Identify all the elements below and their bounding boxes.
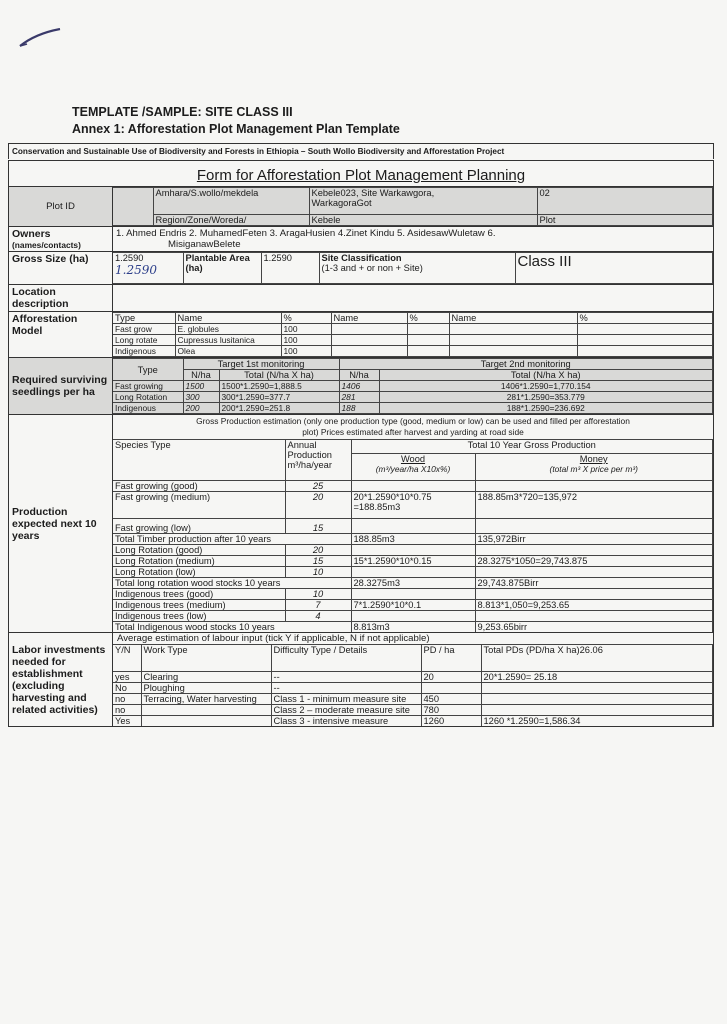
- project-title: Conservation and Sustainable Use of Biodiversity and Forests in Ethiopia – South Wollo Biodiversity and Afforestation Project: [8, 143, 714, 159]
- target-2-header: Target 2nd monitoring: [339, 359, 712, 370]
- seedlings-row: [9, 358, 714, 415]
- labor-note: Average estimation of labour input (tick Y if applicable, N if not applicable): [117, 633, 430, 644]
- gross-size-value: 1.2590: [115, 253, 144, 263]
- production-row: [9, 415, 714, 633]
- model-row: [9, 312, 714, 358]
- table-row: Indigenous trees (medium) 7 7*1.2590*10*0.1 8.813*1,050=9,253.65: [113, 600, 713, 611]
- model-header-name: Name: [331, 313, 407, 324]
- table-row: Long Rotation 300 300*1.2590=377.7 281 281*1.2590=353.779: [113, 392, 713, 403]
- owners-list: 1. Ahmed Endris 2. MuhamedFeten 3. AragaHusien 4.Zinet Kindu 5. AsidesawWuletaw 6.: [116, 228, 496, 239]
- document-header: [72, 104, 400, 138]
- owners-list-cont: MisiganawBelete: [168, 239, 241, 250]
- plot-id-label: Plot ID: [9, 187, 113, 227]
- production-label: Production expected next 10 years: [9, 415, 113, 633]
- form-title: Form for Afforestation Plot Management Planning: [9, 161, 714, 187]
- table-row: Indigenous Olea 100: [113, 346, 713, 357]
- model-header-pct: %: [577, 313, 713, 324]
- pen-mark-icon: [18, 28, 62, 48]
- table-row: Fast growing (medium) 20 20*1.2590*10*0.75 =188.85m3 188.85m3*720=135,972: [113, 492, 713, 519]
- model-table: [113, 312, 713, 357]
- table-row: No Ploughing --: [113, 683, 713, 694]
- table-row: no Class 2 – moderate measure site 780: [113, 705, 713, 716]
- model-header-pct: %: [281, 313, 331, 324]
- location-row: [9, 285, 714, 312]
- target-1-header: Target 1st monitoring: [183, 359, 339, 370]
- plot-value: 02: [537, 188, 713, 215]
- site-class-label: Site Classification: [321, 253, 402, 263]
- table-row: Indigenous trees (low) 4: [113, 611, 713, 622]
- table-row: Long Rotation (low) 10: [113, 567, 713, 578]
- plot-id-row: [9, 187, 714, 227]
- kebele-value: Kebele023, Site Warkawgora, WarkagoraGot: [309, 188, 537, 215]
- labor-label: Labor investments needed for establishment (excluding harvesting and related activities): [9, 633, 113, 727]
- model-header-name: Name: [175, 313, 281, 324]
- table-row: Fast growing (good) 25: [113, 481, 713, 492]
- table-row: Fast growing (low) 15: [113, 519, 713, 534]
- table-row: Total Indigenous wood stocks 10 years 8.813m3 9,253.65birr: [113, 622, 713, 633]
- table-row: Total Timber production after 10 years 188.85m3 135,972Birr: [113, 534, 713, 545]
- gross-size-row: [9, 252, 714, 285]
- model-header-name: Name: [449, 313, 577, 324]
- table-row: Yes Class 3 - intensive measure 1260 1260 *1.2590=1,586.34: [113, 716, 713, 727]
- model-header-pct: %: [407, 313, 449, 324]
- gross-size-handwritten: 1.2590: [115, 263, 157, 277]
- table-row: Indigenous trees (good) 10: [113, 589, 713, 600]
- table-row: Fast grow E. globules 100: [113, 324, 713, 335]
- owners-sublabel: (names/contacts): [12, 240, 81, 250]
- form-title-row: [9, 161, 714, 187]
- table-row: Long Rotation (medium) 15 15*1.2590*10*0.15 28.3275*1050=29,743.875: [113, 556, 713, 567]
- table-row: yes Clearing -- 20 20*1.2590= 25.18: [113, 672, 713, 683]
- table-row: Indigenous 200 200*1.2590=251.8 188 188*1.2590=236.692: [113, 403, 713, 414]
- annex-heading: Annex 1: Afforestation Plot Management Plan Template: [72, 122, 400, 136]
- plot-id-table: [113, 187, 713, 226]
- table-row: Fast growing 1500 1500*1.2590=1,888.5 1406 1406*1.2590=1,770.154: [113, 381, 713, 392]
- production-table: Species Type Annual Production m³/ha/year Total 10 Year Gross Production Wood (m³/year/ha X10x%) Money (total m³ X price per m³) Fast growing (good) 25 Fast growing (medium) 20 20*1.2590*10*0.75 =188.85m3 188.85m3*720=135,972 Fast growing (low) 15 Total Timber production after 10 years 188.85m3 135,972Birr Long Rotation (good) 20 Long Rotation (medium) 15 15*1.2590*10*0.15 28.3275*1050=29,743.875 Long Rotation (low) 10 Total long rotation wood stocks 10 years 28.3275m3 29,743.875Birr Indigenous trees (good) 10 Indigenous trees (medium) 7 7*1.2590*10*0.1 8.813*1,050=9,253.65 Indigenous trees (low) 4 Total Indigenous wood stocks 10 years 8.813m3 9,253.65birr: [113, 439, 713, 632]
- site-class-sub: (1-3 and + or non + Site): [321, 263, 423, 273]
- site-class-value: Class III: [515, 253, 713, 284]
- owners-label: Owners: [12, 228, 51, 240]
- table-row: Long rotate Cupressus lusitanica 100: [113, 335, 713, 346]
- table-row: Total long rotation wood stocks 10 years 28.3275m3 29,743.875Birr: [113, 578, 713, 589]
- production-note: Gross Production estimation (only one production type (good, medium or low) can be used and filled per afforestation: [196, 416, 630, 426]
- labor-table: Y/N Work Type Difficulty Type / Details PD / ha Total PDs (PD/ha X ha)26.06 yes Clearing -- 20 20*1.2590= 25.18 No Ploughing -- no Terracing, Water harvesting Class 1 - minimum measure site 450 no Class 2 – moderate measure site 780 Yes Class 3 - intensive measure 1260 1260 *1.2590=1,586.34: [113, 644, 713, 726]
- seedlings-table: Type Target 1st monitoring Target 2nd monitoring N/ha Total (N/ha X ha) N/ha Total (N/ha X ha) Fast growing 1500 1500*1.2590=1,888.5 1406 1406*1.2590=1,770.154 Long Rotation 300 300*1.2590=377.7 281 281*1.2590=353.779 Indigenous 200 200*1.2590=251.8 188 188*1.2590=236.692: [113, 358, 713, 414]
- template-heading: TEMPLATE /SAMPLE: SITE CLASS III: [72, 105, 293, 119]
- model-header-type: Type: [113, 313, 175, 324]
- model-label: Afforestation Model: [9, 312, 113, 358]
- location-label: Location description: [9, 285, 113, 312]
- location-value: [113, 285, 714, 312]
- plot-label: Plot: [537, 215, 713, 226]
- owners-row: [9, 227, 714, 252]
- labor-row: [9, 633, 714, 727]
- kebele-label: Kebele: [309, 215, 537, 226]
- region-label: Region/Zone/Woreda/: [153, 215, 309, 226]
- plantable-area-value: 1.2590: [261, 253, 319, 284]
- production-note-cont: plot) Prices estimated after harvest and yarding at road side: [302, 427, 524, 437]
- region-value: Amhara/S.wollo/mekdela: [153, 188, 309, 215]
- gross-size-label: Gross Size (ha): [9, 252, 113, 285]
- seedlings-label: Required surviving seedlings per ha: [9, 358, 113, 415]
- table-row: Long Rotation (good) 20: [113, 545, 713, 556]
- table-row: no Terracing, Water harvesting Class 1 - minimum measure site 450: [113, 694, 713, 705]
- plantable-area-label: Plantable Area (ha): [183, 253, 261, 284]
- plan-form: [8, 160, 714, 727]
